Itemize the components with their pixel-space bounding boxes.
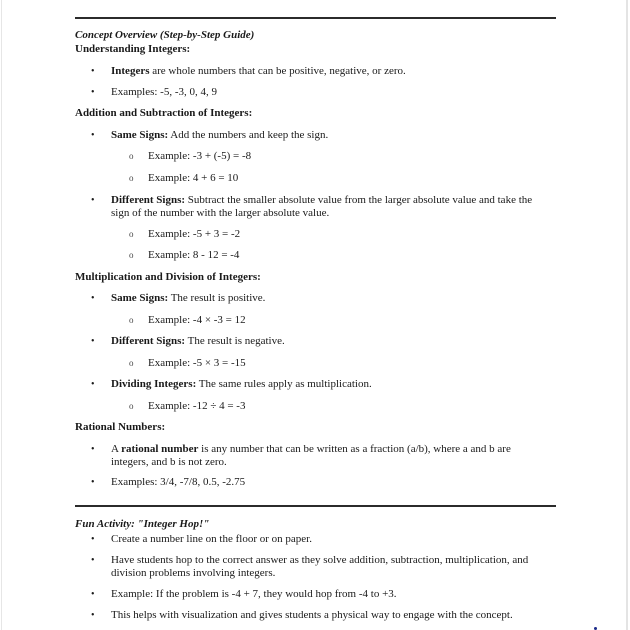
term-bold: Same Signs: bbox=[111, 292, 169, 304]
bullet-icon: • bbox=[91, 130, 95, 141]
section-heading-addition-subtraction: Addition and Subtraction of Integers: bbox=[75, 107, 253, 119]
example-text: Example: -3 + (-5) = -8 bbox=[148, 150, 252, 162]
example-text: Example: -12 ÷ 4 = -3 bbox=[148, 400, 246, 412]
horizontal-rule-top bbox=[75, 17, 556, 19]
bullet-icon: • bbox=[91, 589, 95, 600]
list-item bbox=[91, 129, 551, 142]
item-text: Have students hop to the correct answer as they solve addition, subtraction, multiplication, and division problems involving integers. bbox=[111, 554, 529, 579]
page-edge-left bbox=[1, 0, 2, 630]
sub-bullet-icon: o bbox=[129, 229, 134, 239]
sub-list-item bbox=[129, 172, 588, 185]
item-text: The same rules apply as multiplication. bbox=[196, 378, 372, 390]
item-text: Example: If the problem is -4 + 7, they would hop from -4 to +3. bbox=[111, 588, 397, 600]
list-item bbox=[91, 378, 551, 391]
example-text: Example: -5 + 3 = -2 bbox=[148, 228, 241, 240]
item-prefix: A bbox=[111, 443, 122, 455]
horizontal-rule-middle bbox=[75, 505, 556, 507]
term-bold: Same Signs: bbox=[111, 129, 169, 141]
term-bold: Different Signs: bbox=[111, 335, 186, 347]
sub-list-item bbox=[129, 150, 588, 163]
item-text: Add the numbers and keep the sign. bbox=[168, 129, 329, 141]
list-item bbox=[91, 476, 551, 489]
sub-list-item bbox=[129, 357, 588, 370]
item-text: is any number that can be written as a fraction (a/b), where a and b are integers, and b is not zero. bbox=[111, 443, 511, 468]
sub-bullet-icon: o bbox=[129, 151, 134, 161]
item-text: Create a number line on the floor or on paper. bbox=[111, 533, 312, 545]
bullet-icon: • bbox=[91, 444, 95, 455]
bullet-icon: • bbox=[91, 477, 95, 488]
sub-bullet-icon: o bbox=[129, 173, 134, 183]
bullet-icon: • bbox=[91, 336, 95, 347]
list-item bbox=[91, 335, 551, 348]
sub-bullet-icon: o bbox=[129, 250, 134, 260]
bullet-icon: • bbox=[91, 293, 95, 304]
bullet-icon: • bbox=[91, 66, 95, 77]
example-text: Example: 8 - 12 = -4 bbox=[148, 249, 240, 261]
item-text: Examples: -5, -3, 0, 4, 9 bbox=[111, 86, 218, 98]
item-text: The result is positive. bbox=[168, 292, 266, 304]
term-bold: Different Signs: bbox=[111, 194, 186, 206]
bullet-icon: • bbox=[91, 87, 95, 98]
sub-list-item bbox=[129, 400, 588, 413]
sub-bullet-icon: o bbox=[129, 401, 134, 411]
list-item bbox=[91, 86, 551, 99]
list-item bbox=[91, 588, 551, 601]
list-item bbox=[91, 609, 571, 622]
term-bold: rational number bbox=[121, 443, 199, 455]
bullet-icon: • bbox=[91, 195, 95, 206]
section-heading-multiplication-division: Multiplication and Division of Integers: bbox=[75, 271, 261, 283]
sub-list-item bbox=[129, 249, 588, 262]
concept-overview-title: Concept Overview (Step-by-Step Guide) bbox=[75, 29, 255, 41]
bullet-icon: • bbox=[91, 555, 95, 566]
sub-bullet-icon: o bbox=[129, 315, 134, 325]
term-bold: Integers bbox=[111, 65, 150, 77]
bullet-icon: • bbox=[91, 534, 95, 545]
item-text: The result is negative. bbox=[185, 335, 285, 347]
sub-list-item bbox=[129, 228, 588, 241]
example-text: Example: -4 × -3 = 12 bbox=[148, 314, 246, 326]
list-item bbox=[91, 554, 551, 580]
section-heading-understanding-integers: Understanding Integers: bbox=[75, 43, 191, 55]
item-text: This helps with visualization and gives students a physical way to engage with the concept. bbox=[111, 609, 513, 621]
example-text: Example: -5 × 3 = -15 bbox=[148, 357, 246, 369]
item-text: are whole numbers that can be positive, negative, or zero. bbox=[149, 65, 406, 77]
list-item bbox=[91, 292, 551, 305]
sub-list-item bbox=[129, 314, 588, 327]
term-bold: Dividing Integers: bbox=[111, 378, 197, 390]
sub-bullet-icon: o bbox=[129, 358, 134, 368]
item-text: Subtract the smaller absolute value from the larger absolute value and take the sign of the number with the larger absolute value. bbox=[111, 194, 533, 219]
item-text: Examples: 3/4, -7/8, 0.5, -2.75 bbox=[111, 476, 246, 488]
bullet-icon: • bbox=[91, 379, 95, 390]
fun-activity-title: Fun Activity: "Integer Hop!" bbox=[75, 518, 210, 530]
list-item bbox=[91, 443, 521, 469]
section-heading-rational-numbers: Rational Numbers: bbox=[75, 421, 166, 433]
list-item bbox=[91, 65, 551, 78]
list-item bbox=[91, 533, 551, 546]
list-item bbox=[91, 194, 551, 220]
scrollbar-track[interactable] bbox=[626, 0, 628, 630]
example-text: Example: 4 + 6 = 10 bbox=[148, 172, 239, 184]
bullet-icon: • bbox=[91, 610, 95, 621]
